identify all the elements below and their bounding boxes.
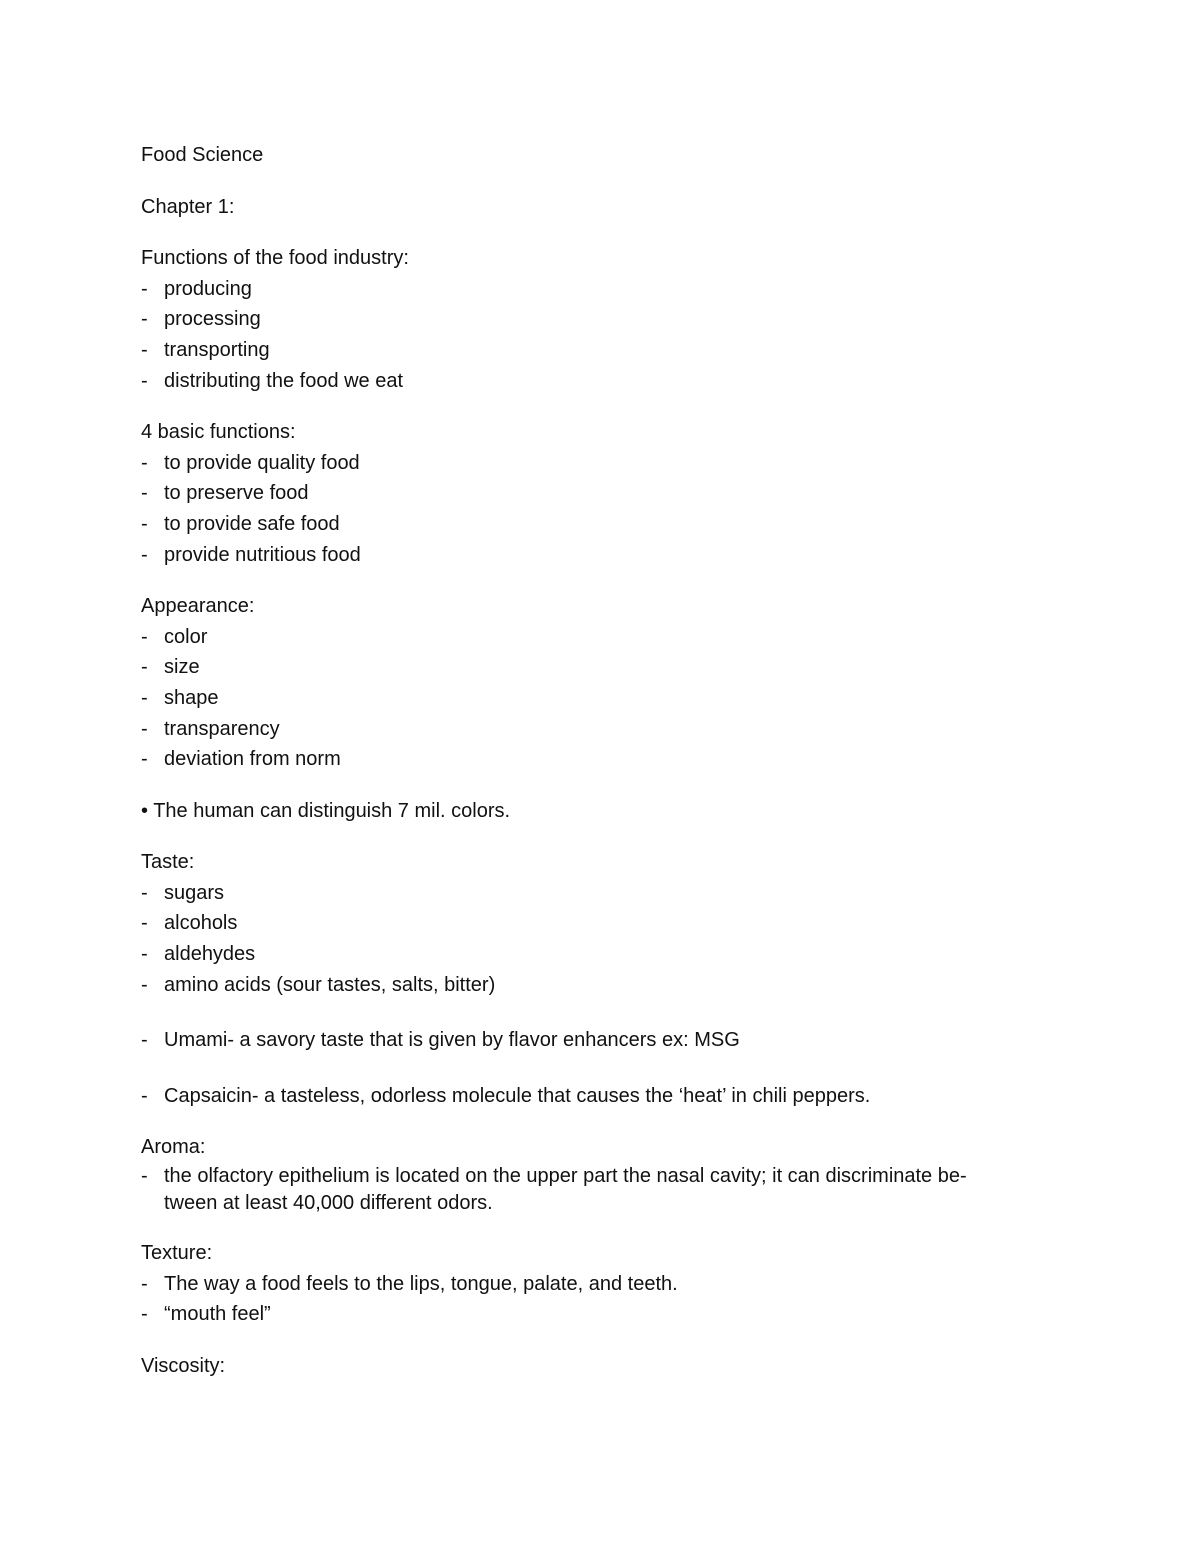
dash-marker: - [141, 686, 148, 709]
section-heading-taste: Taste: [141, 851, 195, 874]
dash-marker: - [141, 277, 148, 300]
dash-marker: - [141, 973, 148, 996]
list-item: - to provide quality food [141, 448, 1061, 479]
dash-marker: - [141, 338, 148, 361]
dash-marker: - [141, 451, 148, 474]
dash-marker: - [141, 625, 148, 648]
list-item: - transparency [141, 714, 1061, 745]
list-item: - aldehydes [141, 939, 1061, 970]
chapter-heading: Chapter 1: [141, 195, 235, 218]
list-item: - provide nutritious food [141, 540, 1061, 571]
dash-marker: - [141, 881, 148, 904]
list-item: - sugars [141, 878, 1061, 909]
list-item: - color [141, 622, 1061, 653]
dash-marker: - [141, 1303, 148, 1326]
dash-marker: - [141, 1084, 148, 1107]
list-item: - to provide safe food [141, 509, 1061, 540]
section-heading-basic-functions: 4 basic functions: [141, 421, 296, 444]
document-title: Food Science [141, 144, 264, 166]
dash-marker: - [141, 717, 148, 740]
list-item: - amino acids (sour tastes, salts, bitter) [141, 970, 1061, 1001]
list-item: - transporting [141, 335, 1061, 366]
dash-marker: - [141, 912, 148, 935]
dash-marker: - [141, 1029, 148, 1052]
dash-marker: - [141, 482, 148, 505]
dash-marker: - [141, 512, 148, 535]
list-item: - “mouth feel” [141, 1299, 1061, 1330]
dash-marker: - [141, 748, 148, 771]
list-item-capsaicin: - Capsaicin- a tasteless, odorless molecule that causes the ‘heat’ in chili peppers. [141, 1081, 1061, 1112]
list-item: - to preserve food [141, 478, 1061, 509]
list-item: - shape [141, 683, 1061, 714]
list-item: - deviation from norm [141, 744, 1061, 775]
dash-marker: - [141, 1272, 148, 1295]
section-heading-texture: Texture: [141, 1242, 213, 1265]
document-page [141, 140, 1061, 1381]
section-heading-aroma: Aroma: [141, 1136, 206, 1159]
list-item: - The way a food feels to the lips, tongue, palate, and teeth. [141, 1269, 1061, 1300]
bullet-marker: • [141, 799, 149, 822]
list-item: - alcohols [141, 908, 1061, 939]
list-item: - producing [141, 274, 1061, 305]
list-item: - size [141, 652, 1061, 683]
section-heading-viscosity: Viscosity: [141, 1354, 226, 1377]
dash-marker: - [141, 543, 148, 566]
section-heading-appearance: Appearance: [141, 595, 255, 618]
list-item-aroma: - the olfactory epithelium is located on the upper part the nasal cavity; it can discriminate be- [141, 1163, 1061, 1190]
appearance-note: • The human can distinguish 7 mil. colors. [141, 799, 511, 822]
list-item-aroma-continuation: tween at least 40,000 different odors. [164, 1192, 493, 1215]
dash-marker: - [141, 308, 148, 331]
dash-marker: - [141, 369, 148, 392]
dash-marker: - [141, 656, 148, 679]
list-item: - distributing the food we eat [141, 366, 1061, 397]
list-item-umami: - Umami- a savory taste that is given by flavor enhancers ex: MSG [141, 1025, 1061, 1056]
section-heading-functions: Functions of the food industry: [141, 247, 409, 270]
list-item: - processing [141, 304, 1061, 335]
dash-marker: - [141, 1165, 148, 1188]
dash-marker: - [141, 943, 148, 966]
